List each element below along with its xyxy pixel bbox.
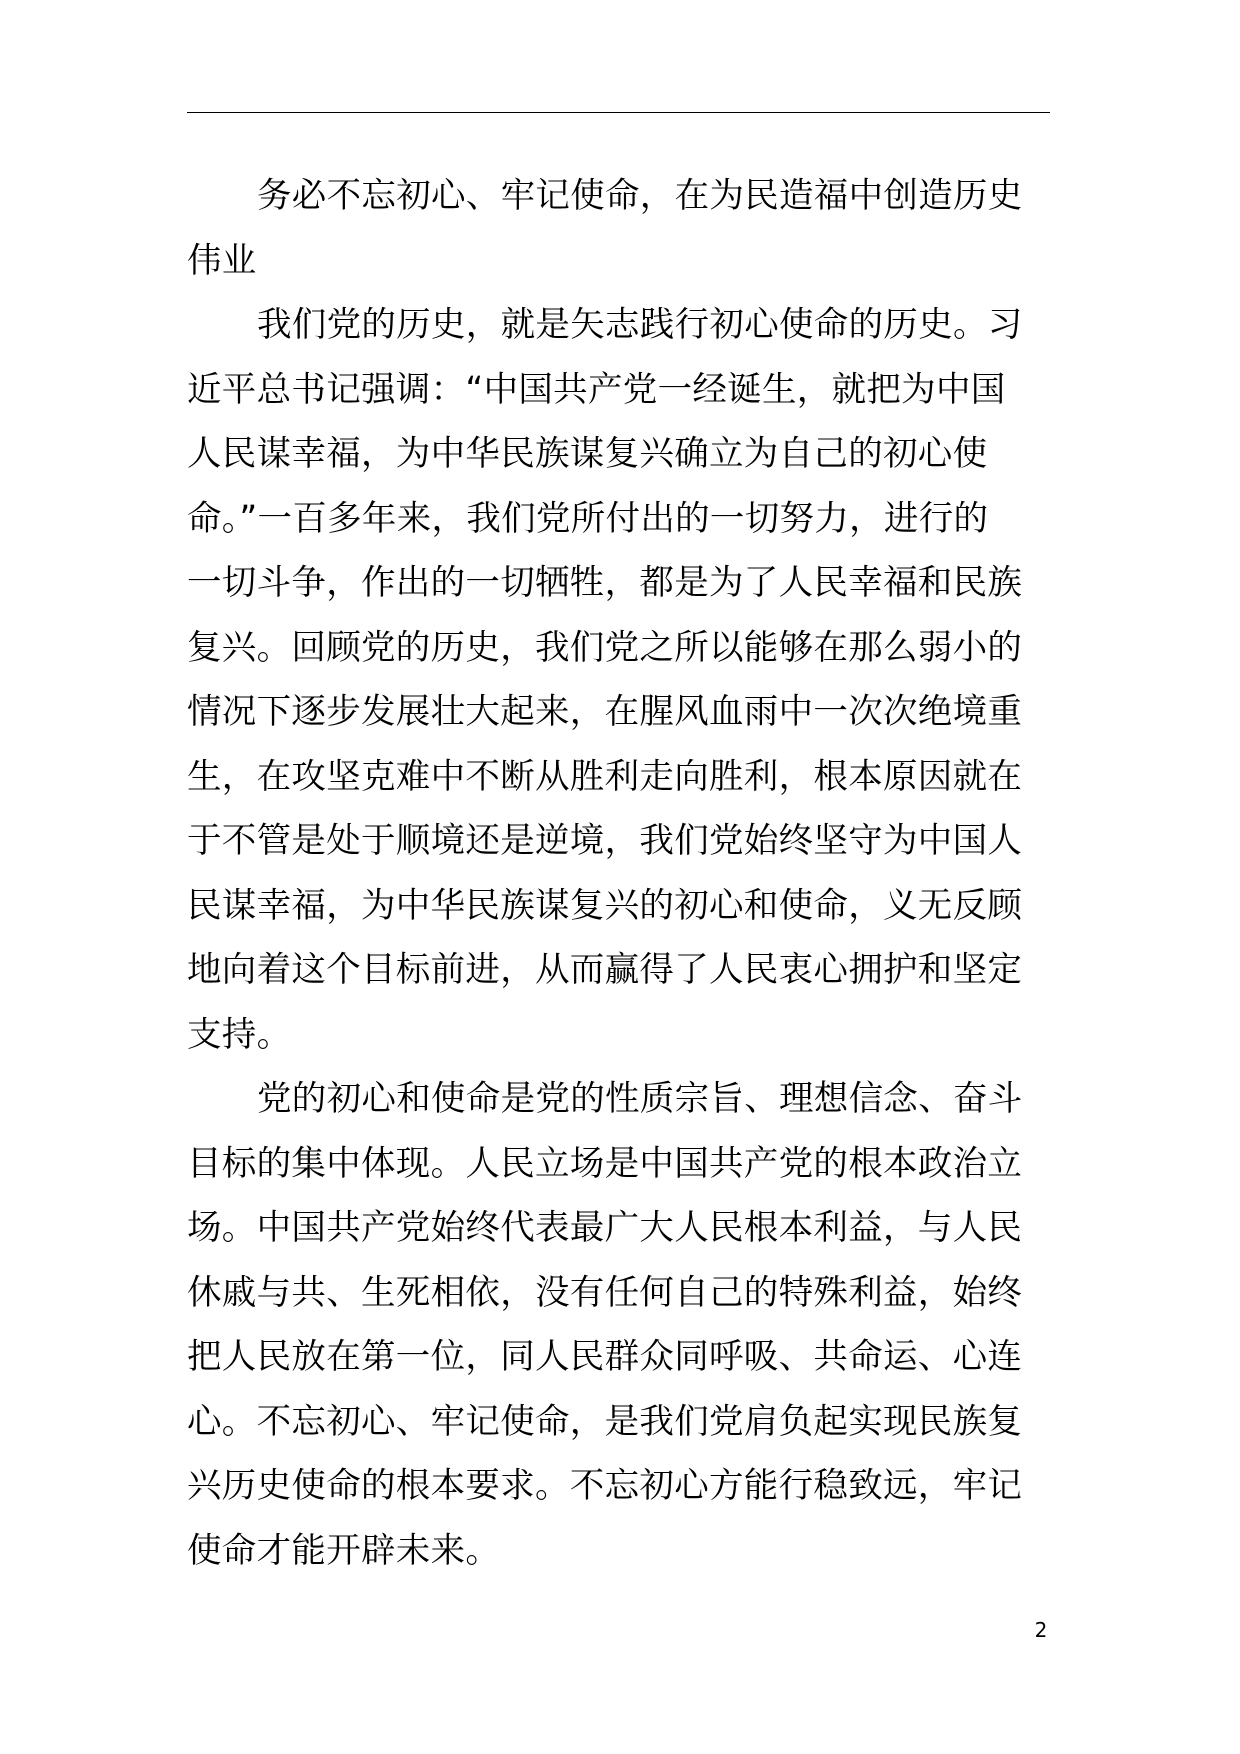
- paragraph-line: 支持。: [187, 1014, 292, 1055]
- paragraph-line: 使命才能开辟未来。: [187, 1530, 501, 1571]
- paragraph-line: 近平总书记强调：“中国共产党一经诞生，就把为中国: [187, 369, 1006, 410]
- paragraph-line: 我们党的历史，就是矢志践行初心使命的历史。习: [257, 305, 1023, 345]
- paragraph-line: 复兴。回顾党的历史，我们党之所以能够在那么弱小的: [187, 627, 1023, 668]
- paragraph-line: 休戚与共、生死相依，没有任何自己的特殊利益，始终: [187, 1272, 1023, 1313]
- header-rule: [187, 112, 1050, 113]
- paragraph-line: 党的初心和使命是党的性质宗旨、理想信念、奋斗: [257, 1079, 1023, 1119]
- paragraph-line: 把人民放在第一位，同人民群众同呼吸、共命运、心连: [187, 1337, 1023, 1377]
- heading-line: 伟业: [187, 240, 257, 281]
- paragraph-line: 生，在攻坚克难中不断从胜利走向胜利，根本原因就在: [187, 756, 1023, 797]
- paragraph-line: 心。不忘初心、牢记使命，是我们党肩负起实现民族复: [187, 1401, 1023, 1442]
- paragraph-line: 兴历史使命的根本要求。不忘初心方能行稳致远，牢记: [187, 1466, 1023, 1506]
- paragraph-line: 于不管是处于顺境还是逆境，我们党始终坚守为中国人: [187, 821, 1023, 861]
- paragraph-line: 情况下逐步发展壮大起来，在腥风血雨中一次次绝境重: [187, 692, 1023, 732]
- paragraph-line: 人民谋幸福，为中华民族谋复兴确立为自己的初心使: [187, 434, 988, 474]
- paragraph-line: 民谋幸福，为中华民族谋复兴的初心和使命，义无反顾: [187, 885, 1023, 926]
- paragraph-line: 一切斗争，作出的一切牺牲，都是为了人民幸福和民族: [187, 563, 1023, 603]
- paragraph-line: 地向着这个目标前进，从而赢得了人民衷心拥护和坚定: [187, 950, 1023, 990]
- heading-line: 务必不忘初心、牢记使命，在为民造福中创造历史: [257, 176, 1023, 216]
- paragraph-line: 目标的集中体现。人民立场是中国共产党的根本政治立: [187, 1143, 1023, 1184]
- page-number: 2: [1034, 1618, 1048, 1642]
- paragraph-line: 命。”一百多年来，我们党所付出的一切努力，进行的: [187, 498, 989, 539]
- document-body: [187, 164, 1051, 1583]
- paragraph-line: 场。中国共产党始终代表最广大人民根本利益，与人民: [187, 1208, 1023, 1248]
